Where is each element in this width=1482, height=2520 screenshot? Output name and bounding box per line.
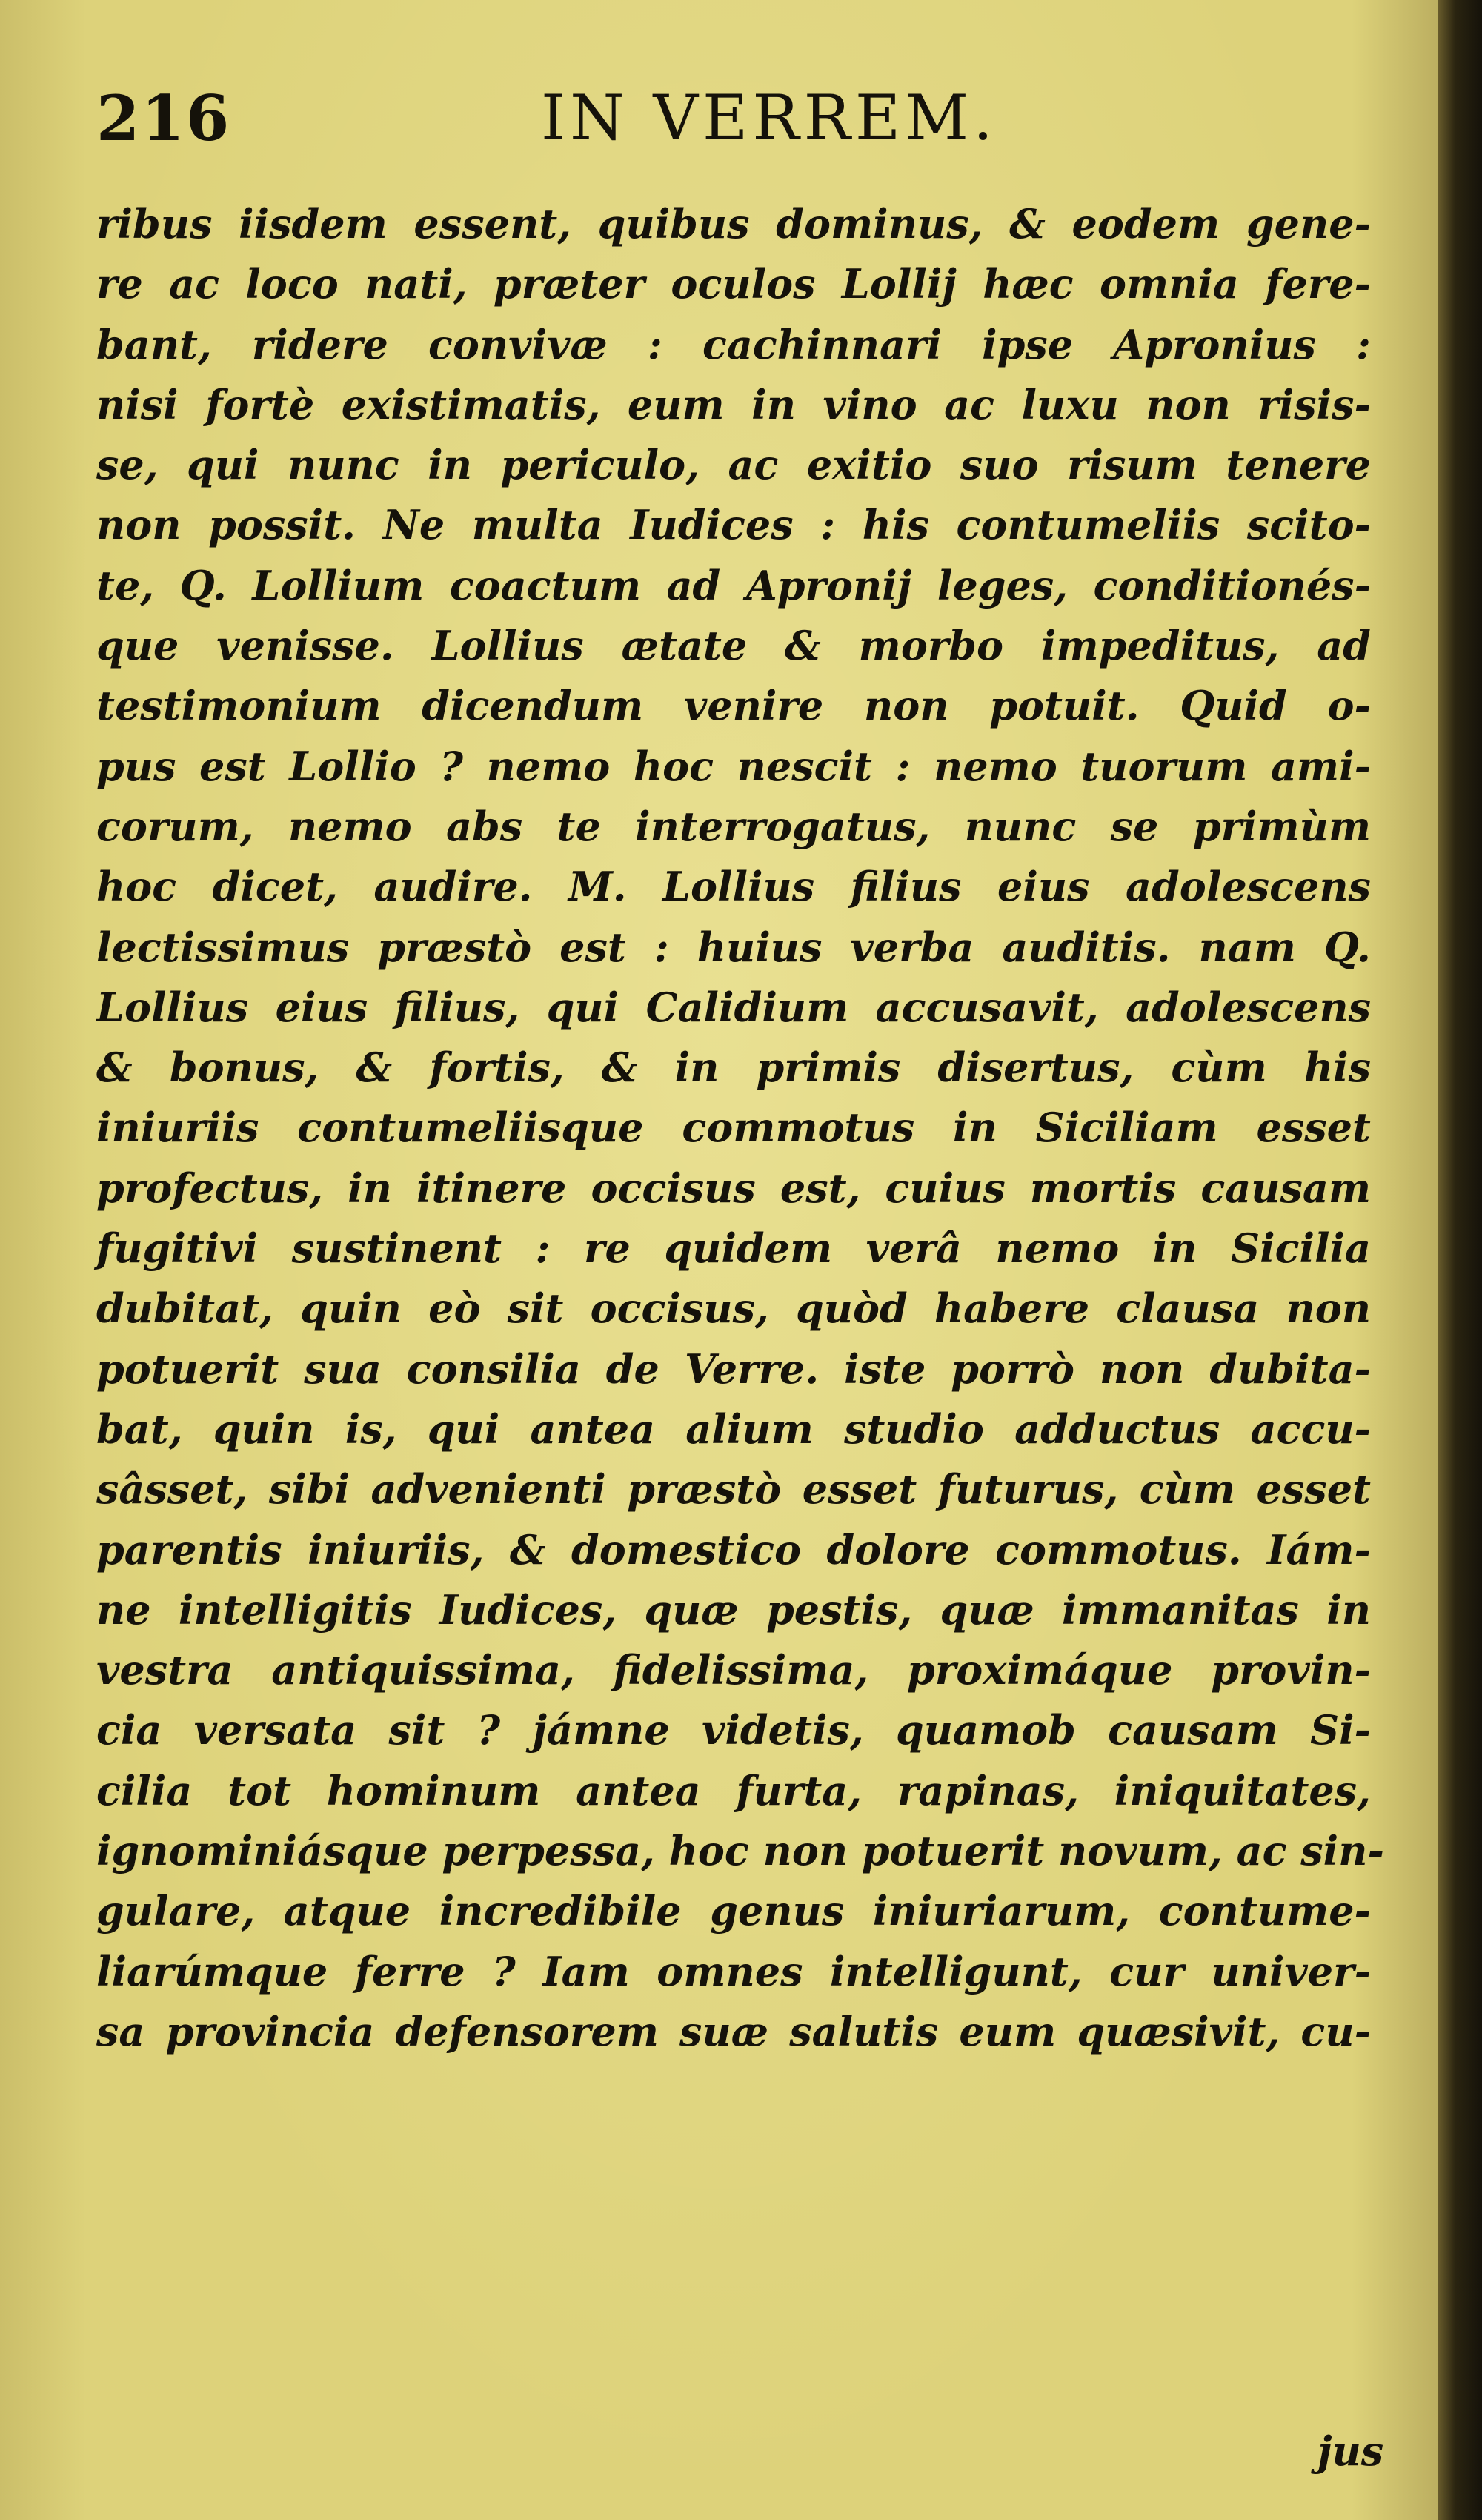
text-line: dubitat, quin eò sit occisus, quòd habere clausa non <box>96 1284 1371 1333</box>
catchword: jus <box>1317 2427 1384 2475</box>
text-line: parentis iniuriis, & domestico dolore commotus. Iám- <box>96 1525 1371 1574</box>
text-line: nisi fortè existimatis, eum in vino ac luxu non risis- <box>96 380 1371 428</box>
running-title: IN VERREM. <box>541 82 997 154</box>
text-line: hoc dicet, audire. M. Lollius filius eius adolescens <box>96 863 1371 911</box>
text-line: non possit. Ne multa Iudices : his contumeliis scito- <box>96 501 1371 549</box>
text-line: & bonus, & fortis, & in primis disertus, cùm his <box>96 1044 1371 1092</box>
page-header <box>96 59 1378 170</box>
text-line: potuerit sua consilia de Verre. iste porrò non dubita- <box>96 1344 1371 1393</box>
text-line: que venisse. Lollius ætate & morbo impeditus, ad <box>96 622 1371 670</box>
text-line: cilia tot hominum antea furta, rapinas, iniquitates, <box>96 1766 1371 1814</box>
text-line: testimonium dicendum venire non potuit. Quid o- <box>96 682 1371 730</box>
text-line: bat, quin is, qui antea alium studio adductus accu- <box>96 1405 1371 1453</box>
text-line: te, Q. Lollium coactum ad Apronij leges, conditionés- <box>96 561 1371 609</box>
text-line: fugitivi sustinent : re quidem verâ nemo in Sicilia <box>96 1224 1371 1273</box>
text-line: liarúmque ferre ? Iam omnes intelligunt, cur univer- <box>96 1947 1371 1995</box>
text-line: sâsset, sibi advenienti præstò esset futurus, cùm esset <box>96 1465 1371 1513</box>
text-line: vestra antiquissima, fidelissima, proximáque provin- <box>96 1646 1371 1694</box>
text-line: ribus iisdem essent, quibus dominus, & eodem gene- <box>96 200 1371 248</box>
text-line: sa provincia defensorem suæ salutis eum quæsivit, cu- <box>96 2007 1371 2055</box>
text-line: profectus, in itinere occisus est, cuius mortis causam <box>96 1164 1371 1212</box>
text-line: gulare, atque incredibile genus iniuriarum, contume- <box>96 1887 1371 1935</box>
body-text <box>96 194 1384 2062</box>
text-line: ne intelligitis Iudices, quæ pestis, quæ immanitas in <box>96 1585 1371 1634</box>
text-line: iniuriis contumeliisque commotus in Siciliam esset <box>96 1104 1371 1152</box>
text-line: pus est Lollio ? nemo hoc nescit : nemo tuorum ami- <box>96 742 1371 790</box>
text-line: se, qui nunc in periculo, ac exitio suo risum tenere <box>96 441 1371 489</box>
text-line: cia versata sit ? jámne videtis, quamob causam Si- <box>96 1706 1371 1754</box>
page-number: 216 <box>96 82 231 155</box>
text-line: bant, ridere convivæ : cachinnari ipse Apronius : <box>96 320 1371 368</box>
text-line: ignominiásque perpessa, hoc non potuerit novum, ac sin- <box>96 1827 1384 1875</box>
text-line: lectissimus præstò est : huius verba auditis. nam Q. <box>96 923 1371 971</box>
page-edge-shadow <box>1438 0 1482 2520</box>
text-line: corum, nemo abs te interrogatus, nunc se primùm <box>96 802 1371 850</box>
text-line: re ac loco nati, præter oculos Lollij hæc omnia fere- <box>96 260 1371 308</box>
text-line: Lollius eius filius, qui Calidium accusavit, adolescens <box>96 983 1371 1031</box>
